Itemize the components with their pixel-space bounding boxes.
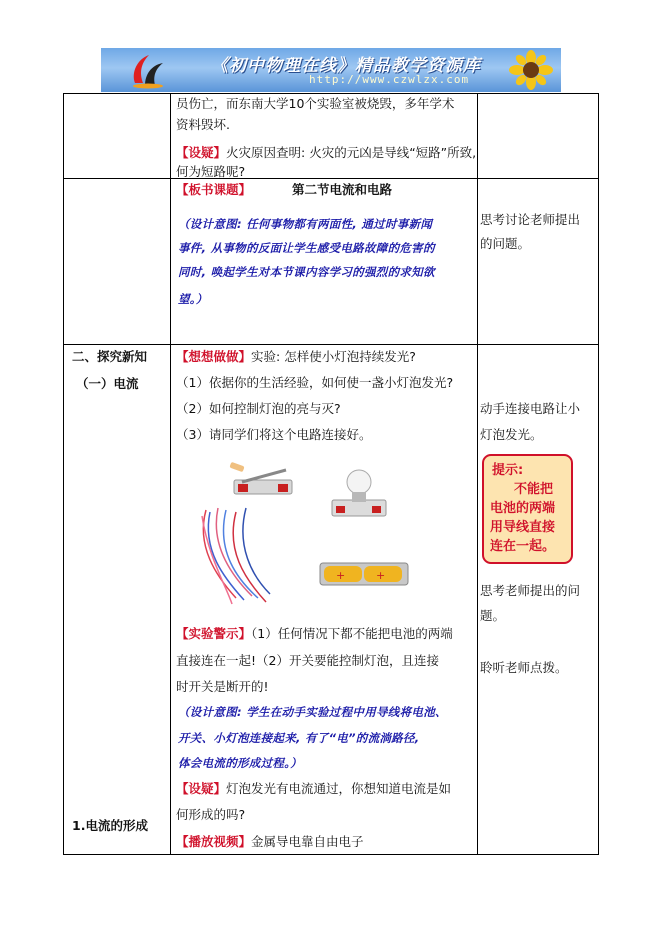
- question-item: （2）如何控制灯泡的亮与灭?: [176, 401, 341, 416]
- think-do-line: [176, 345, 416, 368]
- banner-url[interactable]: http://www.czwlzx.com: [309, 73, 470, 86]
- design-intent-line: 望。）: [178, 292, 208, 306]
- doubt-text-line2: 何形成的吗?: [176, 807, 246, 822]
- student-activity-line: 聆听老师点拨。: [480, 660, 568, 675]
- think-text: 实验: 怎样使小灯泡持续发光?: [251, 349, 416, 364]
- warning-line2: 直接连在一起!（2）开关要能控制灯泡，且连接: [176, 653, 439, 668]
- fire-news-line2: 资料毁坏.: [176, 117, 230, 132]
- doubt-text-line2: 何为短路呢?: [176, 164, 246, 179]
- topic-heading: 1.电流的形成: [72, 818, 148, 833]
- warning-tag: 【实验警示】: [176, 626, 252, 641]
- design-intent-line: 同时, 唤起学生对本节课内容学习的强烈的求知欲: [178, 265, 435, 279]
- battery-plus-sign: +: [376, 569, 386, 582]
- column-divider: [477, 94, 478, 854]
- student-activity-line: 题。: [480, 608, 506, 623]
- subsection-heading: （一）电流: [76, 376, 139, 391]
- wires-picture: [196, 506, 276, 606]
- lesson-title: 第二节电流和电路: [292, 182, 393, 197]
- design-intent-line: 体会电流的形成过程。）: [178, 756, 303, 770]
- student-activity-line: 动手连接电路让小: [480, 401, 581, 416]
- design-intent-line: （设计意图: 任何事物都有两面性, 通过时事新闻: [178, 217, 433, 231]
- doubt-paragraph-2: [176, 777, 451, 800]
- hint-line: 连在一起。: [490, 539, 556, 554]
- hint-box: [482, 454, 573, 564]
- student-activity-line: 思考老师提出的问: [480, 583, 581, 598]
- design-intent-line: 事件, 从事物的反面让学生感受电路故障的危害的: [178, 241, 435, 255]
- board-tag: 【板书课题】: [176, 182, 252, 197]
- hint-line: 不能把: [514, 482, 554, 497]
- design-intent-line: （设计意图: 学生在动手实验过程中用导线将电池、: [178, 705, 447, 719]
- knife-switch-picture: [228, 462, 294, 498]
- sunflower-icon: [509, 50, 553, 90]
- fire-news-line1: 员伤亡，而东南大学10个实验室被烧毁，多年学术: [176, 96, 455, 111]
- student-activity-line: 灯泡发光。: [480, 427, 543, 442]
- hint-title: 提示:: [492, 463, 524, 478]
- doubt-text: 火灾原因查明: 火灾的元凶是导线“短路”所致,: [226, 145, 477, 160]
- light-bulb-holder-picture: [328, 466, 390, 520]
- battery-plus-sign: +: [336, 569, 346, 582]
- student-activity-line: 思考讨论老师提出: [480, 212, 581, 227]
- battery-box-picture: [318, 559, 410, 589]
- column-divider: [170, 94, 171, 854]
- board-heading: [176, 178, 251, 201]
- doubt-tag: 【设疑】: [176, 781, 227, 796]
- question-item: （3）请同学们将这个电路连接好。: [176, 427, 372, 442]
- header-banner: [101, 48, 561, 92]
- question-item: （1）依据你的生活经验，如何使一盏小灯泡发光?: [176, 375, 454, 390]
- warning-text: （1）任何情况下都不能把电池的两端: [251, 626, 453, 641]
- banner-title: 《初中物理在线》精品教学资源库: [211, 56, 481, 76]
- doubt-text: 灯泡发光有电流通过，你想知道电流是如: [226, 781, 452, 796]
- student-activity-line: 的问题。: [480, 236, 531, 251]
- section-heading: 二、探究新知: [72, 349, 148, 364]
- warning-line1: [176, 622, 453, 645]
- warning-line3: 时开关是断开的!: [176, 679, 269, 694]
- hint-line: 电池的两端: [490, 501, 556, 516]
- video-tag: 【播放视频】: [176, 834, 252, 849]
- site-logo-icon: [129, 53, 167, 89]
- hint-line: 用导线直接: [490, 520, 556, 535]
- design-intent-line: 开关、小灯泡连接起来, 有了“电”的流淌路径,: [178, 731, 420, 745]
- video-text: 金属导电靠自由电子: [251, 834, 364, 849]
- doubt-tag: 【设疑】: [176, 145, 227, 160]
- video-line: [176, 830, 364, 853]
- think-tag: 【想想做做】: [176, 349, 252, 364]
